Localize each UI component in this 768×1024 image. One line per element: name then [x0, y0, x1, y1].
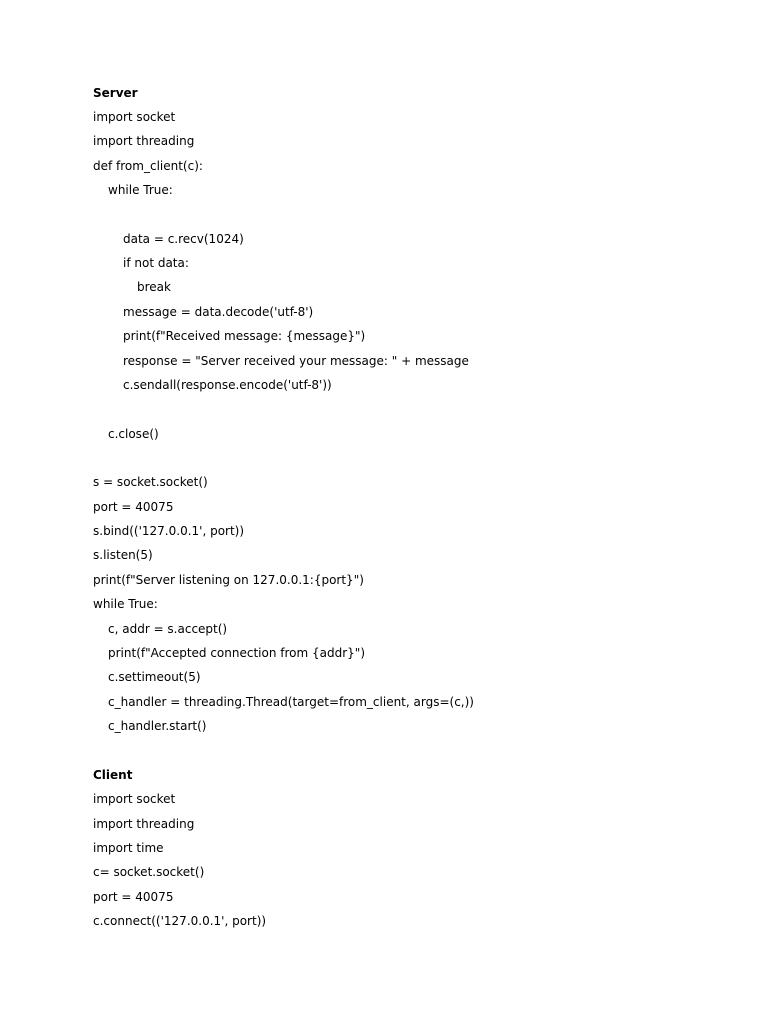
code-line: c.close()	[108, 427, 159, 441]
code-line: import socket	[93, 110, 176, 124]
code-line: print(f"Received message: {message}")	[123, 329, 366, 343]
code-line: s.listen(5)	[93, 548, 153, 562]
code-line: response = "Server received your message: " + message	[123, 354, 469, 368]
code-line: c= socket.socket()	[93, 865, 205, 879]
code-line: if not data:	[123, 256, 189, 270]
code-line: port = 40075	[93, 500, 174, 514]
code-line: import socket	[93, 792, 176, 806]
code-line: c_handler.start()	[108, 719, 207, 733]
code-line: message = data.decode('utf-8')	[123, 305, 314, 319]
code-line: print(f"Accepted connection from {addr}")	[108, 646, 365, 660]
code-line: c.connect(('127.0.0.1', port))	[93, 914, 267, 928]
code-line: def from_client(c):	[93, 159, 203, 173]
code-line: break	[137, 280, 171, 294]
code-line: while True:	[93, 597, 158, 611]
code-line: c.settimeout(5)	[108, 670, 201, 684]
code-line: c, addr = s.accept()	[108, 622, 228, 636]
code-line: while True:	[108, 183, 173, 197]
client-heading: Client	[93, 768, 133, 782]
code-line: c_handler = threading.Thread(target=from_client, args=(c,))	[108, 695, 474, 709]
code-line: import threading	[93, 134, 195, 148]
server-heading: Server	[93, 86, 138, 100]
code-line: import time	[93, 841, 164, 855]
code-line: import threading	[93, 817, 195, 831]
code-line: s.bind(('127.0.0.1', port))	[93, 524, 245, 538]
code-line: data = c.recv(1024)	[123, 232, 244, 246]
code-line: print(f"Server listening on 127.0.0.1:{port}")	[93, 573, 364, 587]
code-line: s = socket.socket()	[93, 475, 208, 489]
code-line: port = 40075	[93, 890, 174, 904]
code-line: c.sendall(response.encode('utf-8'))	[123, 378, 332, 392]
